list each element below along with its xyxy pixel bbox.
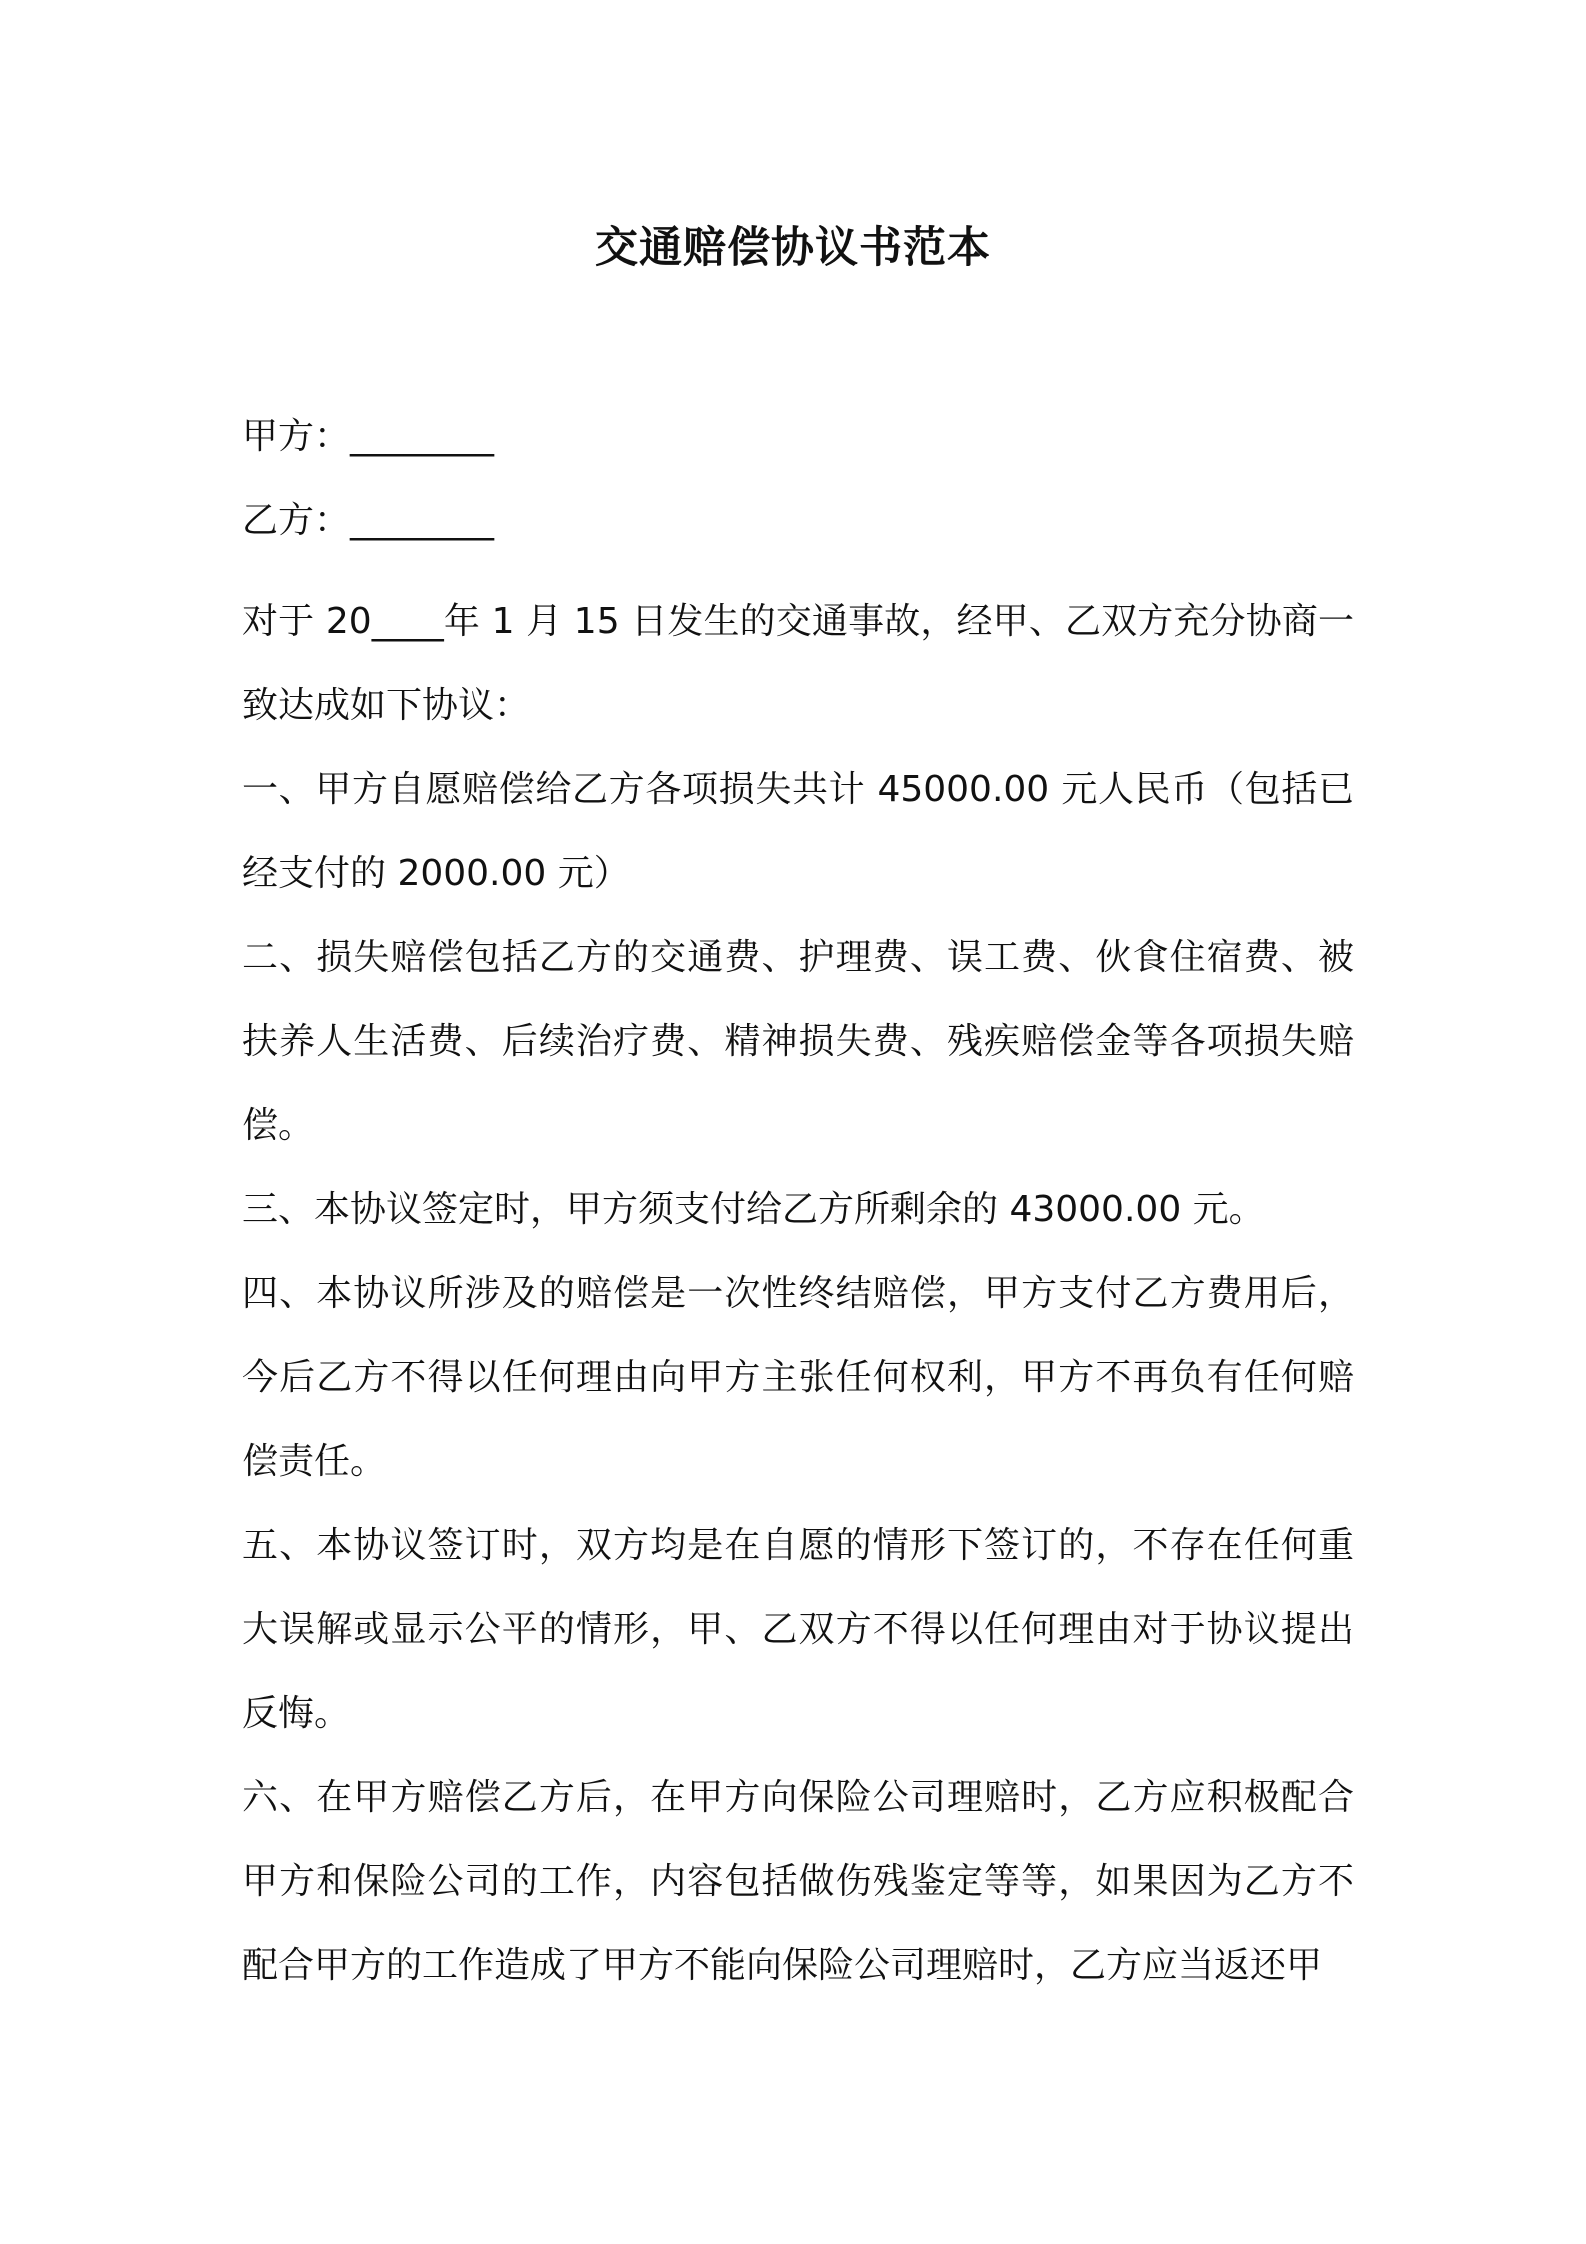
clause-3: 三、本协议签定时，甲方须支付给乙方所剩余的 43000.00 元。 bbox=[242, 1189, 1265, 1230]
party-b-line: 乙方：________ bbox=[242, 500, 495, 541]
clause-1: 一、甲方自愿赔偿给乙方各项损失共计 45000.00 元人民币（包括已经支付的 2000.00 元） bbox=[242, 769, 1354, 894]
document-title: 交通赔偿协议书范本 bbox=[595, 223, 991, 273]
party-a-line: 甲方：________ bbox=[242, 416, 495, 457]
clause-6: 六、在甲方赔偿乙方后，在甲方向保险公司理赔时，乙方应积极配合甲方和保险公司的工作，内容包括做伤残鉴定等等，如果因为乙方不配合甲方的工作造成了甲方不能向保险公司理赔时，乙方应当返还甲 bbox=[242, 1777, 1354, 1986]
intro-paragraph: 对于 20____年 1 月 15 日发生的交通事故，经甲、乙双方充分协商一致达成如下协议： bbox=[242, 601, 1354, 726]
clause-5: 五、本协议签订时，双方均是在自愿的情形下签订的，不存在任何重大误解或显示公平的情形，甲、乙双方不得以任何理由对于协议提出反悔。 bbox=[242, 1525, 1354, 1734]
agreement-body bbox=[242, 580, 1354, 2008]
clause-4: 四、本协议所涉及的赔偿是一次性终结赔偿，甲方支付乙方费用后，今后乙方不得以任何理由向甲方主张任何权利，甲方不再负有任何赔偿责任。 bbox=[242, 1273, 1354, 1482]
clause-2: 二、损失赔偿包括乙方的交通费、护理费、误工费、伙食住宿费、被扶养人生活费、后续治疗费、精神损失费、残疾赔偿金等各项损失赔偿。 bbox=[242, 937, 1354, 1146]
